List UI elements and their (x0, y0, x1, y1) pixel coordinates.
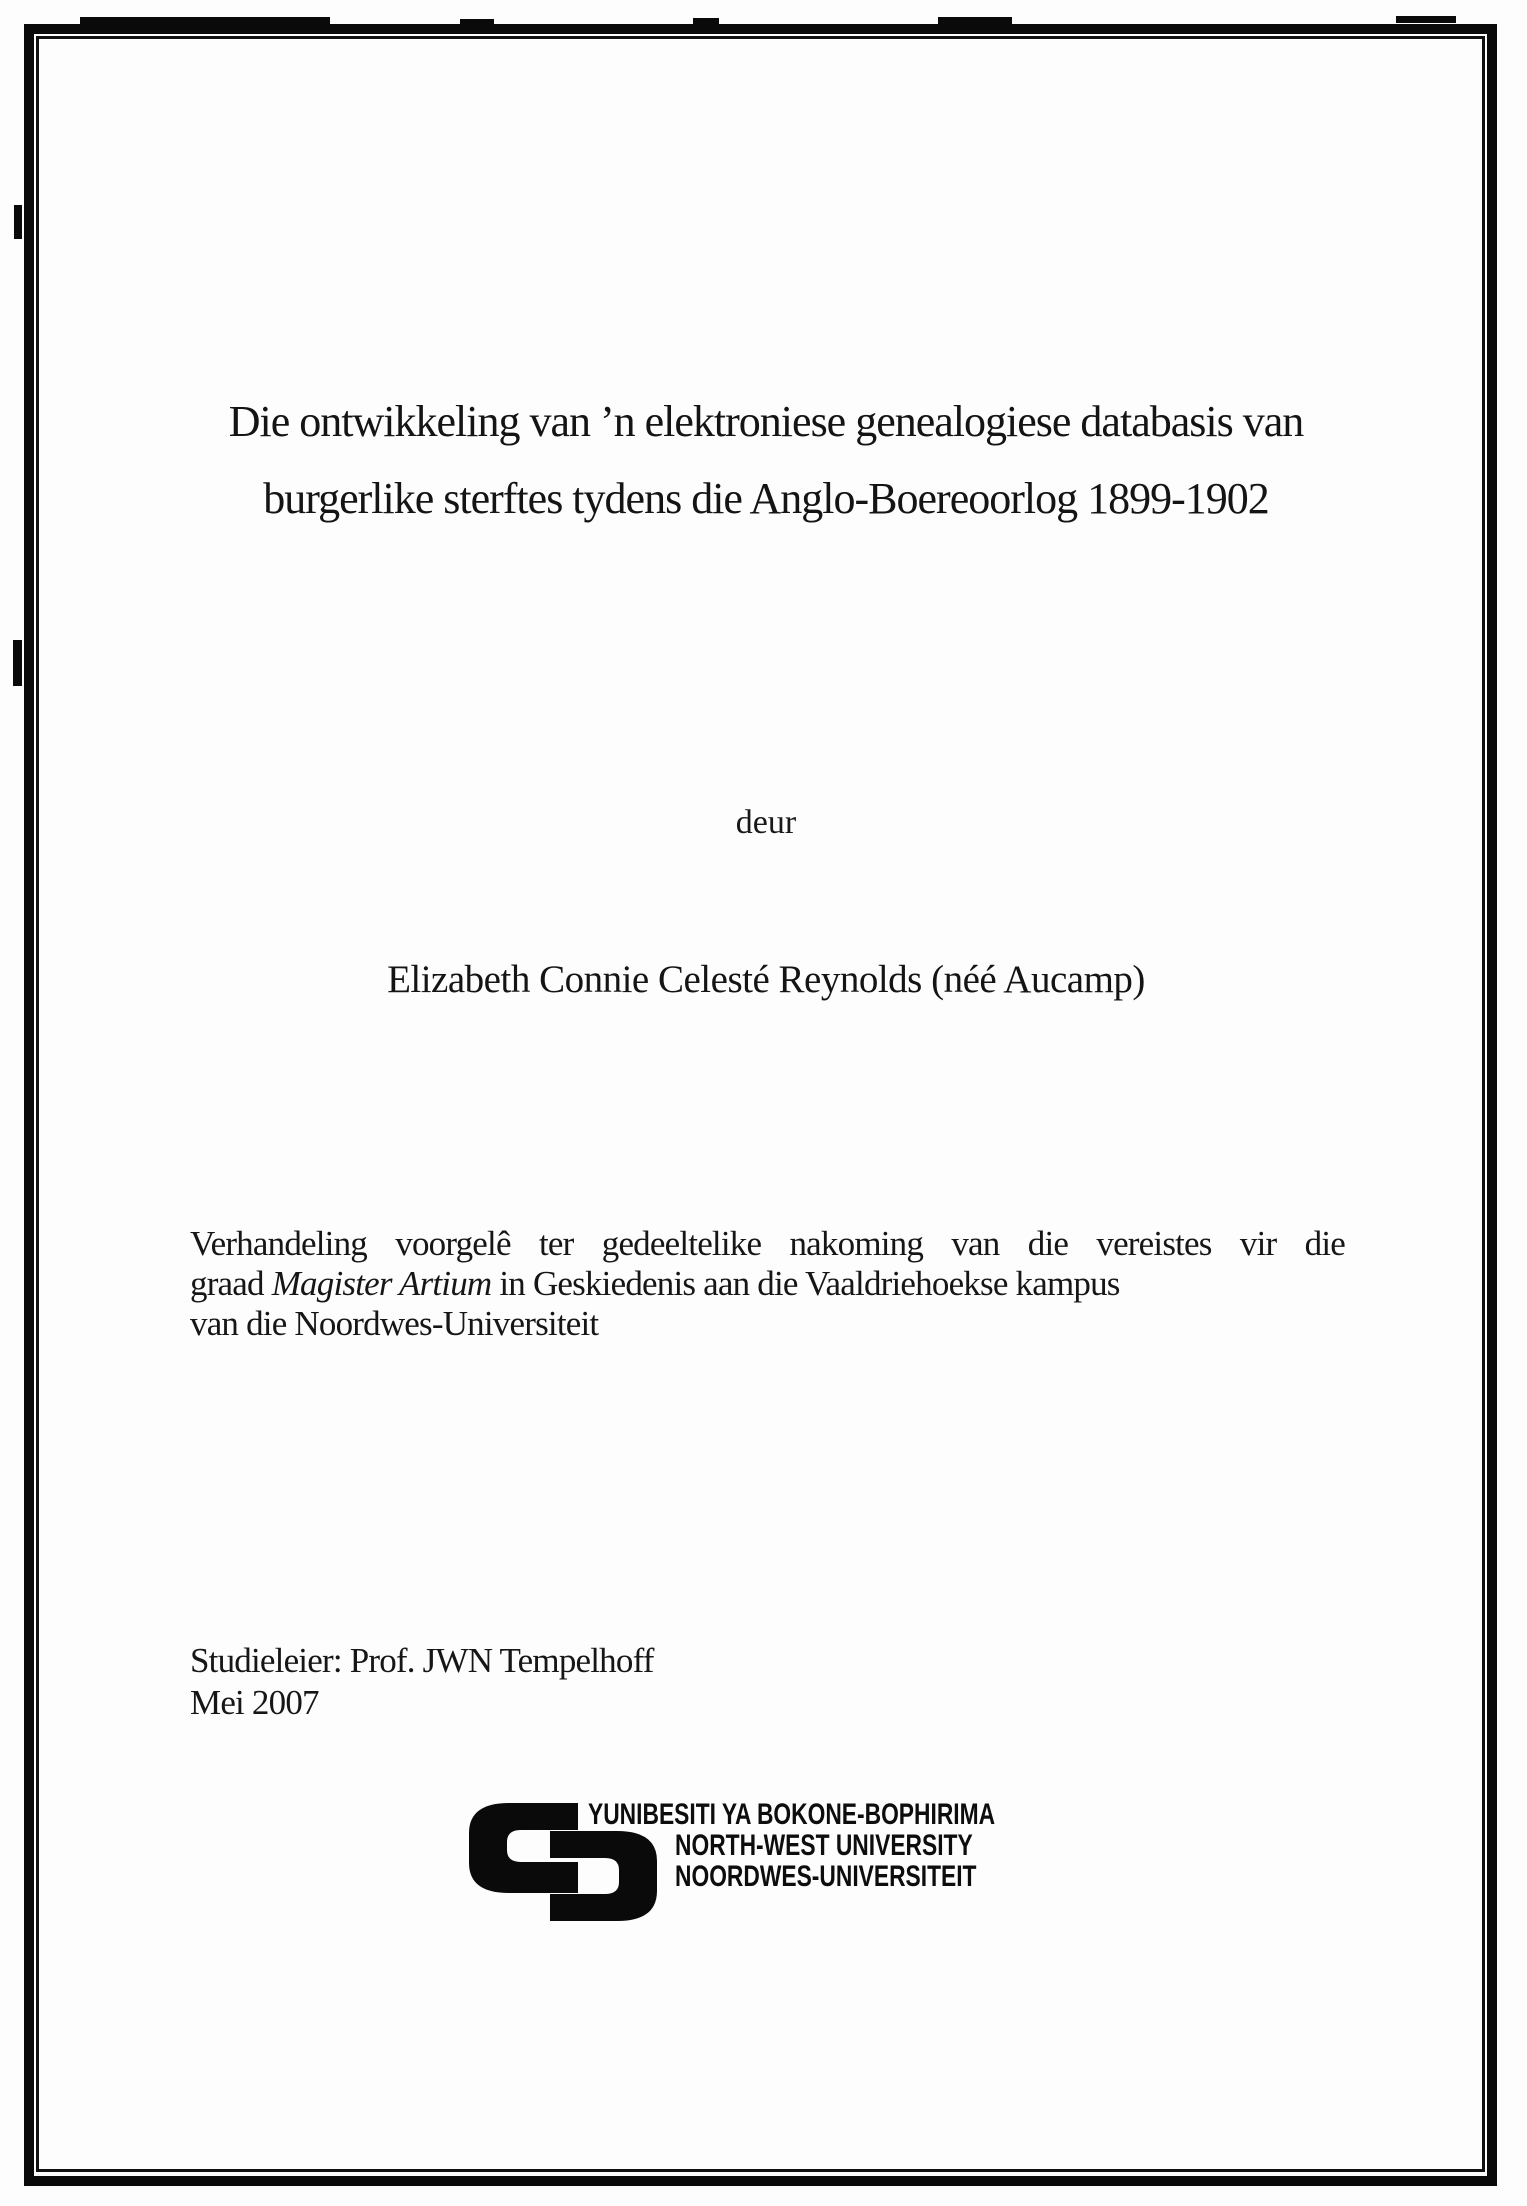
university-name-block (588, 1799, 1124, 1892)
degree-line2-suffix: in Geskiedenis aan die Vaaldriehoekse kampus (491, 1264, 1120, 1303)
scan-artifact (938, 17, 1012, 24)
university-name-english: NORTH-WEST UNIVERSITY (675, 1829, 973, 1862)
scan-artifact (13, 640, 22, 686)
degree-description-line-1: Verhandeling voorgelê ter gedeeltelike nakoming van die vereistes vir die (190, 1224, 1345, 1263)
scan-artifact (14, 205, 22, 239)
degree-description-line-2 (190, 1264, 1345, 1304)
supervisor-block (190, 1640, 654, 1724)
date-line: Mei 2007 (190, 1683, 319, 1722)
degree-line2-prefix: graad (190, 1264, 272, 1303)
degree-name: Magister Artium (271, 1264, 492, 1303)
university-name-setswana: YUNIBESITI YA BOKONE-BOPHIRIMA (588, 1798, 996, 1831)
thesis-title-line-2: burgerlike sterftes tydens die Anglo-Boereoorlog 1899-1902 (263, 474, 1269, 523)
degree-description (190, 1224, 1345, 1344)
scan-artifact (1396, 16, 1456, 23)
thesis-title-line-1: Die ontwikkeling van ’n elektroniese genealogiese databasis van (228, 397, 1304, 446)
author-name: Elizabeth Connie Celesté Reynolds (néé Aucamp) (387, 958, 1145, 1001)
byline-label: deur (735, 804, 797, 841)
degree-description-line-3: van die Noordwes-Universiteit (190, 1304, 599, 1343)
thesis-title (186, 383, 1346, 537)
university-name-afrikaans: NOORDWES-UNIVERSITEIT (675, 1860, 977, 1893)
supervisor-line: Studieleier: Prof. JWN Tempelhoff (190, 1641, 654, 1680)
